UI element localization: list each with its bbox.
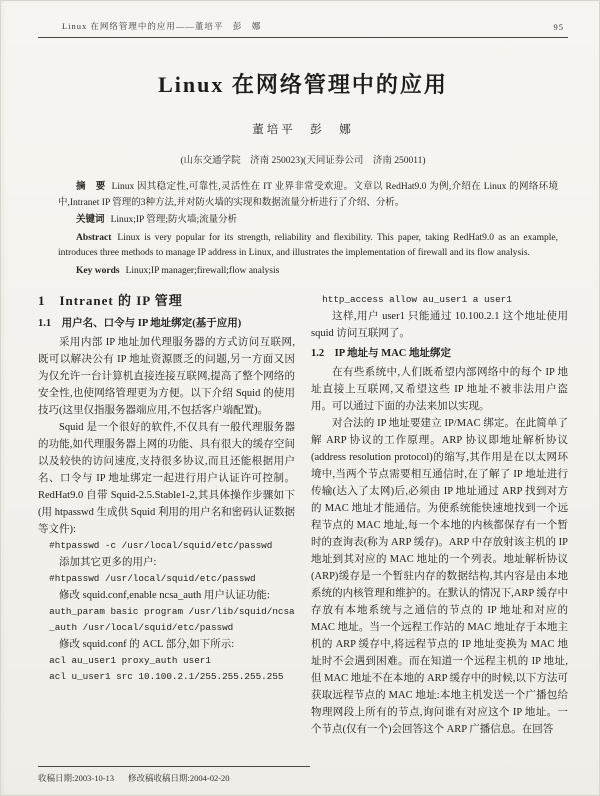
en-keywords-paragraph — [58, 264, 558, 280]
right-column — [311, 292, 568, 738]
received-date: 收稿日期:2003-10-13 — [38, 773, 115, 783]
running-head: Linux 在网络管理中的应用——董培平 彭 娜 — [62, 21, 262, 31]
paragraph: 修改 squid.conf 的 ACL 部分,如下所示: — [59, 639, 235, 650]
code-line: #htpasswd -c /usr/local/squid/etc/passwd — [49, 540, 273, 551]
en-keywords-text: Linux;IP manager;firewall;flow analysis — [125, 265, 280, 276]
en-abstract-text: Linux is very popular for its strength, reliability and flexibility. This paper, taking RedHat9.0 as an example, introduces three methods to manage IP address in Linux, and illustrates the implementation of firewall and its flow analysis. — [58, 232, 558, 258]
keywords-text: Linux;IP 管理;防火墙;流量分析 — [110, 215, 238, 225]
keywords-label: 关键词 — [76, 215, 105, 225]
abstract-text: Linux 因其稳定性,可靠性,灵活性在 IT 业界非常受欢迎。文章以 RedHat9.0 为例,介绍在 Linux 的网络环境中,Intranet IP 管理的3种方法,并对防火墙的实现和数据流量分析进行了介绍、分析。 — [58, 182, 558, 208]
paragraph: 这样,用户 user1 只能通过 10.100.2.1 这个地址使用 squid 访问互联网了。 — [311, 311, 568, 339]
code-line: acl au_user1 proxy_auth user1 — [49, 655, 211, 666]
paragraph: Squid 是一个很好的软件,不仅具有一般代理服务器的功能,如代理服务器上网的功能、具有很大的缓存空间以及较快的访问速度,支持很多协议,而且还能根据用户名、口令与 IP 地址绑定一起进行用户认证许可控制。RedHat9.0 自带 Squid-2.5.Stable1-2,其具体操作步骤如下(用 htpasswd 生成供 Squid 利用的用户名和密码认证数据等文件): — [38, 422, 295, 535]
footer-note — [38, 766, 310, 784]
paragraph: 修改 squid.conf,enable ncsa_auth 用户认证功能: — [59, 590, 270, 601]
code-line: acl u_user1 src 10.100.2.1/255.255.255.255 — [49, 671, 284, 682]
code-line: #htpasswd /usr/local/squid/etc/passwd — [49, 573, 256, 584]
abstract-paragraph — [58, 180, 558, 211]
en-abstract-paragraph — [58, 231, 558, 262]
code-line: http_access allow au_user1 a user1 — [322, 294, 512, 305]
paragraph: 在有些系统中,人们既希望内部网络中的每个 IP 地址直接上互联网,又希望这些 IP 地址不被非法用户盗用。可以通过下面的办法来加以实现。 — [311, 367, 568, 412]
code-line: auth_param basic program /usr/lib/squid/ncsa_auth /usr/local/squid/etc/passwd — [49, 606, 295, 633]
header-rule — [38, 37, 568, 38]
en-abstract-label: Abstract — [76, 232, 112, 243]
subsection-heading: 1.2 IP 地址与 MAC 地址绑定 — [311, 348, 451, 359]
subsection-heading: 1.1 用户名、口令与 IP 地址绑定(基于应用) — [38, 318, 242, 329]
authors: 董培平 彭 娜 — [252, 124, 354, 136]
body-columns — [38, 292, 568, 738]
affiliation: (山东交通学院 济南 250023)(天同证券公司 济南 250011) — [180, 156, 426, 166]
revised-date: 修改稿收稿日期:2004-02-20 — [128, 773, 230, 783]
paragraph: 添加其它更多的用户: — [59, 557, 157, 568]
paragraph: 采用内部 IP 地址加代理服务器的方式访问互联网,既可以解决公有 IP 地址资源匮乏的问题,另一方面又因为仅允许一台计算机直接连接互联网,提高了整个网络的安全性,也使网络管理更为方便。以下介绍 Squid 的使用技巧(这里仅指服务器端应用,不包括客户端配置)。 — [38, 337, 295, 416]
abstract-label: 摘 要 — [76, 182, 106, 192]
left-column — [38, 292, 295, 738]
section-heading: 1 Intranet 的 IP 管理 — [38, 293, 183, 308]
paragraph: 对合法的 IP 地址要建立 IP/MAC 绑定。在此简单了解 ARP 协议的工作原理。ARP 协议即地址解析协议(address resolution protocol)的缩写,其作用是在以太网环境中,当两个节点需要相互通信时,在了解了 IP 地址进行传输(达入了太网)后,必须由 IP 地址通过 ARP 找到对方的 MAC 地址才能通信。为使系统能快速地找到一个远程节点的 MAC 地址,每一个本地的内核都保存有一个暂时的查询表(称为 ARP 缓存)。ARP 中存放射该主机的 IP 地址到其对应的 MAC 地址的一个列表。地址解析协议(ARP)缓存是一个暂驻内存的数据结构,其内容是由本地系统的内核管理和维护的。在默认的情况下,ARP 缓存中存放有本地系统与之通信的节点的 IP 地址和对应的 MAC 地址。当一个远程工作站的 MAC 地址存于本地主机的 ARP 缓存中,将远程节点的 IP 地址变换为 MAC 地址时不会遇到困难。而在知道一个远程主机的 IP 地址,但 MAC 地址不在本地的 ARP 缓存中的时候,以下方法可获取远程节点的 MAC 地址:本地主机发送一个广播包给物理网段上所有的节点,询问谁有对应这个 IP 地址。一个节点(仅有一个)会回答这个 ARP 广播信息。在回答 — [311, 418, 568, 735]
en-keywords-label: Key words — [76, 265, 120, 276]
page-number: 95 — [553, 22, 564, 32]
paper-title: Linux 在网络管理中的应用 — [158, 72, 448, 97]
abstract-block — [58, 180, 558, 279]
keywords-paragraph — [58, 213, 558, 229]
page-header — [38, 16, 568, 35]
